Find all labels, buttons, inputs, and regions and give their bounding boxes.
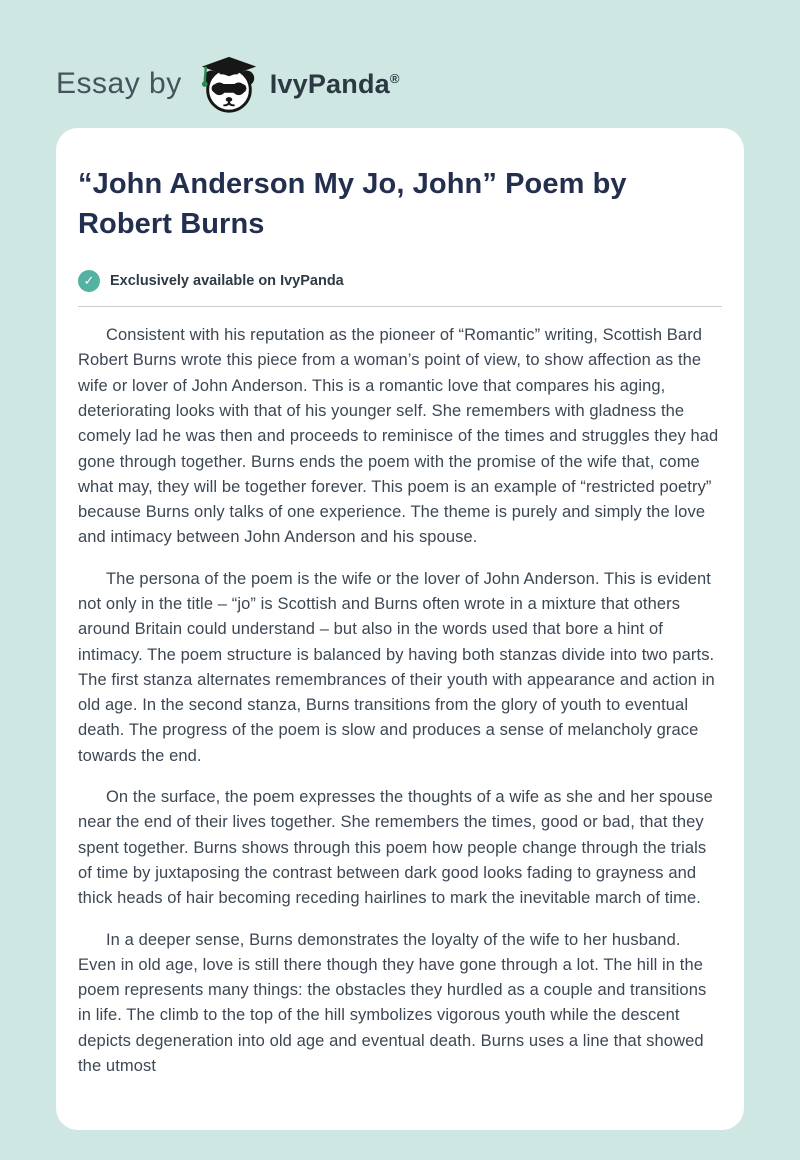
paragraph-2: The persona of the poem is the wife or the lover of John Anderson. This is evident not only in the title – “jo” is Scottish and Burns often wrote in a mixture that others around Britain could understand – but also in the words used that bore a hint of intimacy. The poem structure is balanced by having both stanzas divide into two parts. The first stanza alternates remembrances of their youth with appearance and action in old age. In the second stanza, Burns transitions from the glory of youth to eventual death. The progress of the poem is slow and produces a sense of melancholy grace towards the end. [78,569,715,765]
paragraph-1: Consistent with his reputation as the pioneer of “Romantic” writing, Scottish Bard Robert Burns wrote this piece from a woman’s point of view, to show affection as the wife or lover of John Anderson. This is a romantic love that compares his aging, deteriorating looks with that of his younger self. She remembers with gladness the comely lad he was then and proceeds to reminisce of the times and struggles they had gone through together. Burns ends the poem with the promise of the wife that, come what may, they will be together forever. This poem is an example of “restricted poetry” because Burns only talks of one experience. The theme is purely and simply the love and intimacy between John Anderson and his spouse. [78,326,719,547]
ivypanda-logo [198,53,400,115]
availability-label: Exclusively available on IvyPanda [110,273,344,290]
page-title: “John Anderson My Jo, John” Poem by Robert Burns [78,168,627,241]
essay-by-label: Essay by [56,67,182,100]
site-header [0,0,800,128]
divider [78,306,722,307]
essay-card [56,128,744,1130]
brand-text: IvyPanda [269,68,390,99]
panda-graduate-icon [198,53,260,115]
availability-row [78,270,722,292]
brand-name [270,69,400,100]
paragraph-4: In a deeper sense, Burns demonstrates the loyalty of the wife to her husband. Even in old age, love is still there though they have gone through a lot. The hill in the poem represents many things: the obstacles they hurdled as a couple and transitions in life. The climb to the top of the hill symbolizes vigorous youth while the descent depicts degeneration into old age and eventual death. Burns uses a line that showed the utmost [78,930,707,1076]
registered-mark: ® [389,70,400,86]
paragraph-3: On the surface, the poem expresses the thoughts of a wife as she and her spouse near the end of their lives together. She remembers the times, good or bad, that they spent together. Burns shows through this poem how people change through the trials of time by juxtaposing the contrast between dark good looks fading to grayness and thick heads of hair becoming receding hairlines to mark the inevitable march of time. [78,788,713,908]
check-circle-icon: ✓ [78,270,100,292]
article-body [78,323,722,1079]
